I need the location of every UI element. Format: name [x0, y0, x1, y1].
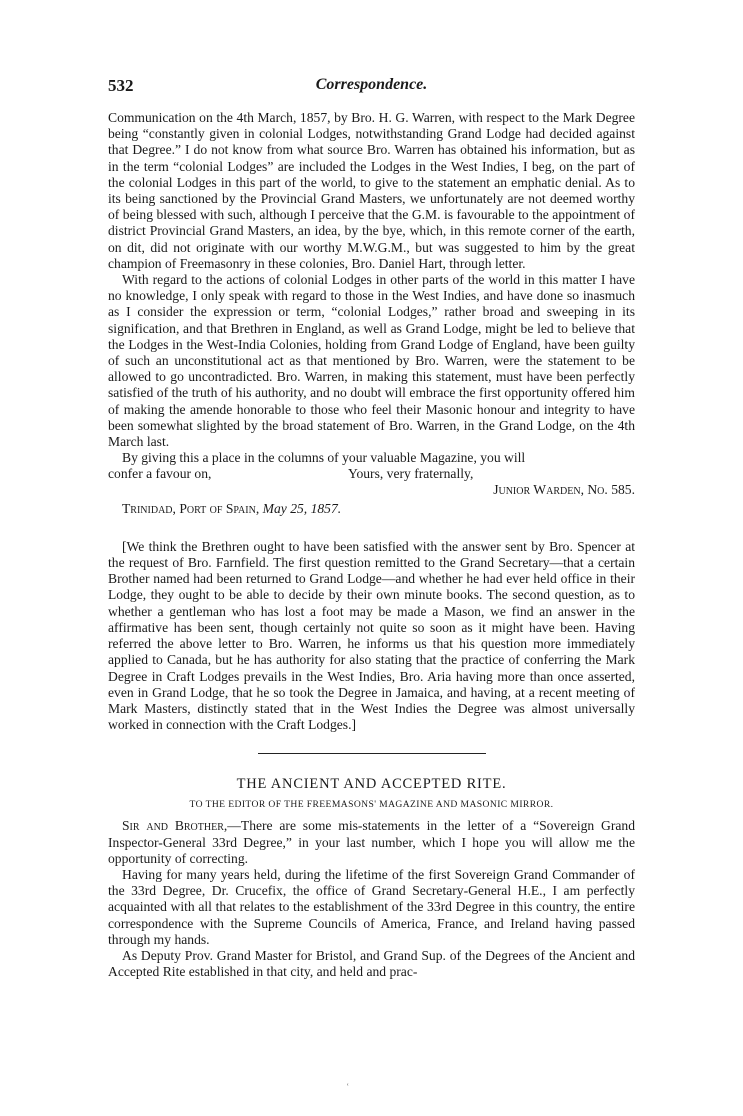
letter2-paragraph-1-text: —There are some mis-statements in the letter of a “Sovereign Grand Inspector-General 33rd Degree,” in your last number, which I hope you will allow me the opportunity of correcting. [108, 818, 635, 866]
letter1-paragraph-1: Communication on the 4th March, 1857, by Bro. H. G. Warren, with respect to the Mark Degree being “constantly given in colonial Lodges, notwithstanding Grand Lodge had decided against that Degree.” I do not know from what source Bro. Warren has obtained his information, but as in the term “colonial Lodges” are included the Lodges in the West Indies, I beg, on the part of the colonial Lodges in this part of the world, to give to the statement an emphatic denial. As to its being sanctioned by the Provincial Grand Masters, we unfortunately are not deemed worthy of being blessed with such, although I perceive that the G.M. is favourable to the appointment of district Provincial Grand Masters, an idea, by the bye, which, in this remote corner of the earth, on dit, did not originate with our worthy M.W.G.M., but was suggested to him by the great champion of Freemasonry in these colonies, Bro. Daniel Hart, through letter. [108, 110, 635, 271]
running-head [108, 76, 635, 110]
section-subtitle: TO THE EDITOR OF THE FREEMASONS' MAGAZINE AND MASONIC MIRROR. [189, 799, 554, 811]
page-number: 532 [108, 76, 134, 95]
place: Trinidad, Port of Spain, [122, 500, 260, 516]
letter2-paragraph-3: As Deputy Prov. Grand Master for Bristol, and Grand Sup. of the Degrees of the Ancient and Accepted Rite established in that city, and held and prac- [108, 947, 635, 980]
section-divider [258, 753, 486, 754]
editor-note: [We think the Brethren ought to have been satisfied with the answer sent by Bro. Spencer at the request of Bro. Farnfield. The first question remitted to the Grand Secretary—that a certain Brother named had been returned to Grand Lodge—and whether he had ever held office in their Lodge, they ought to be able to decide by their own minute books. The second question, as to whether a gentleman who has lost a foot may be made a Mason, we find an answer in the affirmative has been sent, though certainly not quite so soon as it might have been. Having referred the above letter to Bro. Warren, he informs us that his question more immediately applied to Canada, but he has authority for also stating that the practice of conferring the Mark Degree in Craft Lodges prevails in the West Indies, Bro. Aria having more than once asserted, even in Grand Lodge, that he so took the Degree in Jamaica, and having, at a recent meeting of Mark Masters, distinctly stated that in the West Indies the Degree was almost universally worked in connection with the Craft Lodges.] [108, 538, 635, 733]
section-title: THE ANCIENT AND ACCEPTED RITE. [236, 776, 507, 793]
letter1-paragraph-2: With regard to the actions of colonial Lodges in other parts of the world in this matter I have no knowledge, I only speak with regard to those in the West Indies, and have done so inasmuch as I consider the expression or term, “colonial Lodges,” rather broad and sweeping in its signification, and that Brethren in England, as well as Grand Lodge, might be led to believe that the Lodges in the West-India Colonies, holding from Grand Lodge of England, have been guilty of such an unconstitutional act as that mentioned by Bro. Warren, were the statement to be allowed to go uncontradicted. Bro. Warren, in making this statement, must have been perfectly satisfied of the truth of his authority, and no doubt will embrace the first opportunity offered him of making the amende honorable to those who feel their Masonic honour and integrity to have been somewhat slighted by the broad statement of Bro. Warren, in the Grand Lodge, on the 4th March last. [108, 272, 635, 450]
letter2-paragraph-2: Having for many years held, during the lifetime of the first Sovereign Grand Commander of the 33rd Degree, Dr. Crucefix, the office of Grand Secretary-General H.E., I am perfectly acquainted with all that relates to the establishment of the 33rd Degree in this country, the entire correspondence with the Supreme Councils of America, France, and Ireland having passed through my hands. [108, 866, 635, 947]
stray-mark: ʿ [346, 1083, 350, 1094]
signature: Junior Warden, No. 585. [493, 482, 635, 498]
salutation: Sir and Brother, [122, 818, 228, 834]
letter2-paragraph-1 [108, 818, 635, 867]
letter1-paragraph-3: By giving this a place in the columns of your valuable Magazine, you will [122, 450, 526, 466]
running-title: Correspondence. [315, 76, 428, 93]
page [108, 76, 635, 980]
closing-right: Yours, very fraternally, [348, 466, 474, 482]
closing-left: confer a favour on, [108, 466, 212, 482]
place-date-line [108, 501, 635, 517]
closing-row [108, 466, 635, 482]
date: May 25, 1857. [262, 500, 342, 516]
